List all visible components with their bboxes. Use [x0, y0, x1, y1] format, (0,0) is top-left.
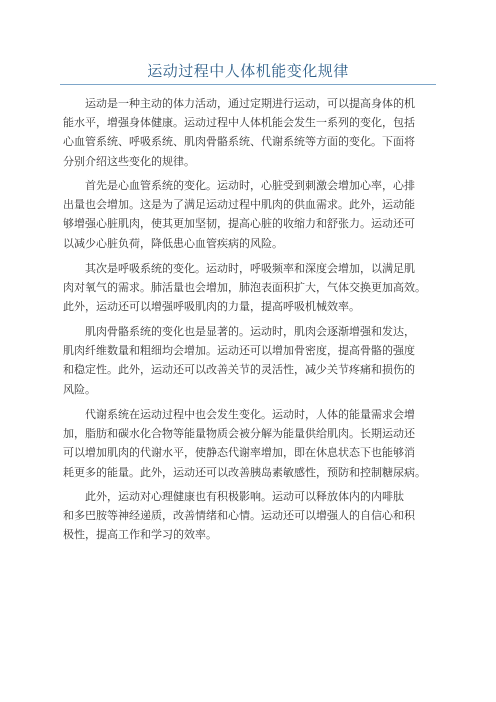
paragraph-intro	[63, 94, 435, 171]
paragraph-line: 肌肉纤维数量和粗细均会增加。运动还可以增加骨密度，提高骨骼的强度	[63, 344, 415, 358]
paragraph-line: 可以增加肌肉的代谢水平，使静态代谢率增加，即在休息状态下也能够消	[63, 446, 415, 460]
paragraph-line: 风险。	[63, 382, 96, 396]
title-underline	[60, 84, 436, 85]
paragraph-respiratory	[63, 259, 435, 317]
paragraph-metabolic	[63, 405, 435, 482]
paragraph-line: 分别介绍这些变化的规律。	[63, 154, 195, 168]
paragraph-line: 肌肉骨骼系统的变化也是显著的。运动时，肌肉会逐渐增强和发达，	[85, 325, 415, 338]
paragraph-line: 出量也会增加。这是为了满足运动过程中肌肉的供血需求。此外，运动能	[63, 198, 415, 212]
paragraph-line: 加，脂肪和碳水化合物等能量物质会被分解为能量供给肌肉。长期运动还	[63, 427, 415, 441]
paragraph-psychological	[63, 487, 435, 545]
paragraph-line: 耗更多的能量。此外，运动还可以改善胰岛素敏感性，预防和控制糖尿病。	[63, 465, 426, 479]
paragraph-line: 代谢系统在运动过程中也会发生变化。运动时，人体的能量需求会增	[85, 408, 415, 421]
paragraph-line: 能水平，增强身体健康。运动过程中人体机能会发生一系列的变化，包括	[63, 116, 415, 130]
paragraph-line: 运动是一种主动的体力活动，通过定期进行运动，可以提高身体的机	[85, 97, 415, 110]
paragraph-line: 够增强心脏肌肉，使其更加坚韧，提高心脏的收缩力和舒张力。运动还可	[63, 217, 415, 231]
paragraph-line: 以减少心脏负荷，降低患心血管疾病的风险。	[63, 236, 283, 250]
paragraph-line: 其次是呼吸系统的变化。运动时，呼吸频率和深度会增加，以满足肌	[85, 262, 415, 275]
paragraph-line: 和稳定性。此外，运动还可以改善关节的灵活性，减少关节疼痛和损伤的	[63, 363, 415, 377]
paragraph-cardiovascular	[63, 176, 435, 253]
paragraph-musculoskeletal	[63, 322, 435, 399]
paragraph-line: 此外，运动对心理健康也有积极影响。运动可以释放体内的内啡肽	[85, 490, 404, 503]
paragraph-line: 肉对氧气的需求。肺活量也会增加，肺泡表面积扩大，气体交换更加高效。	[63, 281, 426, 295]
paragraph-line: 此外，运动还可以增强呼吸肌肉的力量，提高呼吸机械效率。	[63, 300, 360, 314]
document-title: 运动过程中人体机能变化规律	[147, 62, 349, 80]
paragraph-line: 心血管系统、呼吸系统、肌肉骨骼系统、代谢系统等方面的变化。下面将	[63, 135, 415, 149]
paragraph-line: 极性，提高工作和学习的效率。	[63, 528, 217, 542]
paragraph-line: 和多巴胺等神经递质，改善情绪和心情。运动还可以增强人的自信心和积	[63, 509, 415, 523]
paragraph-line: 首先是心血管系统的变化。运动时，心脏受到刺激会增加心率，心排	[85, 179, 415, 192]
